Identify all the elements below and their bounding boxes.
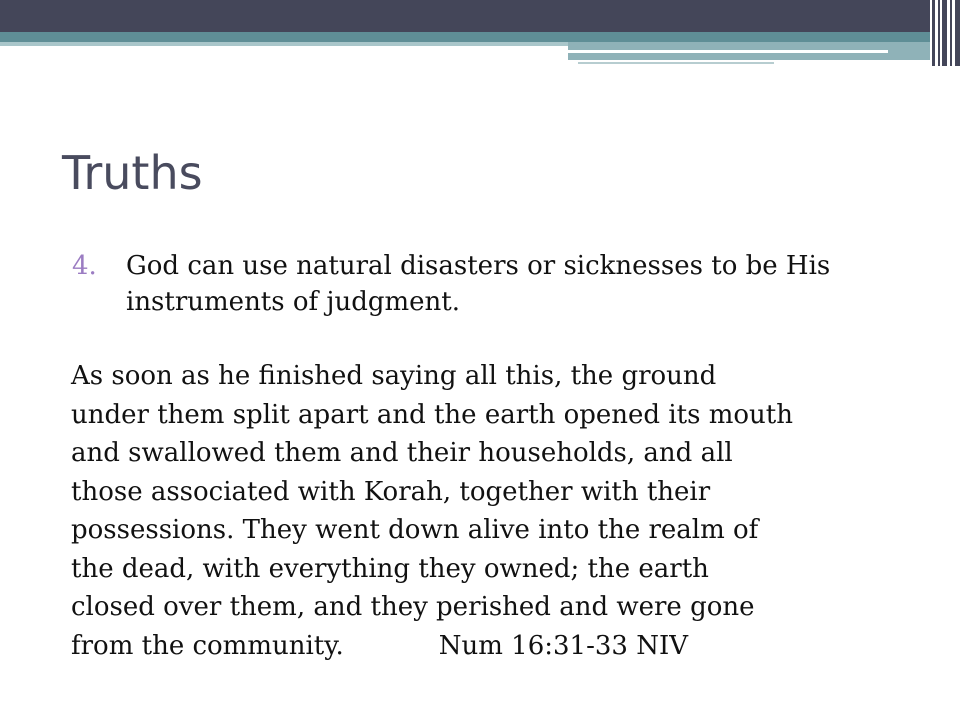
header-bar <box>0 0 930 32</box>
verse-line: closed over them, and they perished and were gone <box>71 592 755 622</box>
header-accent-band <box>0 32 930 42</box>
slide-title: Truths <box>62 146 203 200</box>
verse-line: As soon as he finished saying all this, the ground <box>71 361 717 391</box>
header-edge-stripe <box>950 0 952 66</box>
scripture-reference: Num 16:31-33 NIV <box>438 630 689 661</box>
header-edge-stripe <box>932 0 935 66</box>
header-edge-stripe <box>938 0 940 66</box>
header-light-band <box>0 42 568 46</box>
verse-line: the dead, with everything they owned; the earth <box>71 553 709 584</box>
header-notch-line <box>568 50 888 53</box>
verse-line: those associated with Korah, together with their <box>71 476 711 507</box>
scripture-passage <box>71 357 921 665</box>
header-edge-stripe <box>955 0 960 66</box>
point-number: 4. <box>72 251 97 281</box>
verse-line: and swallowed them and their households, and all <box>71 438 733 468</box>
verse-line: from the community. <box>71 630 344 661</box>
header-edge-stripe <box>942 0 947 66</box>
verse-line: under them split apart and the earth opened its mouth <box>71 399 793 430</box>
point-text: God can use natural disasters or sicknesses to be His instruments of judgment. <box>126 251 831 317</box>
verse-line: possessions. They went down alive into the realm of <box>71 515 759 545</box>
header-notch-line <box>578 62 774 64</box>
verse-last-line <box>71 627 921 666</box>
